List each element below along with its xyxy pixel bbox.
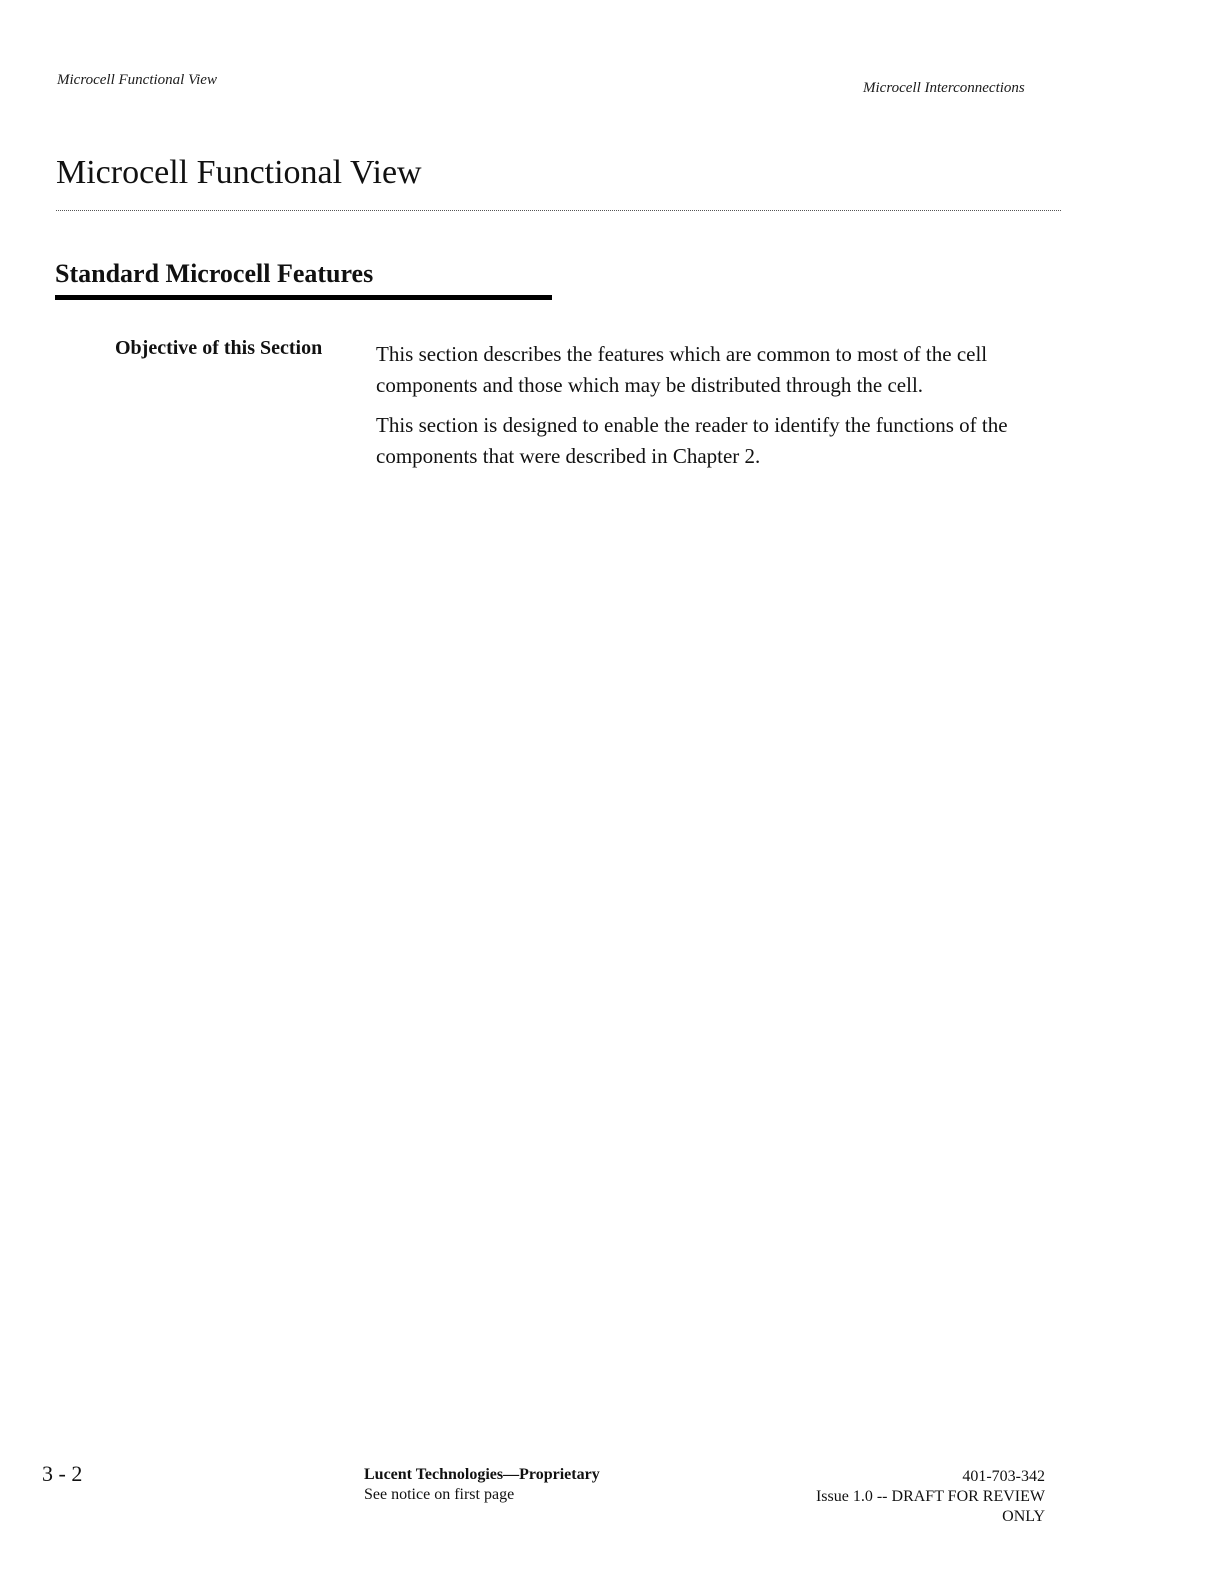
body-paragraph: This section describes the features which are common to most of the cell components and those which may be distributed through the cell. xyxy=(376,342,988,397)
footer-company: Lucent Technologies—Proprietary xyxy=(364,1466,600,1483)
running-header-right: Microcell Interconnections xyxy=(863,80,1025,96)
body-paragraph: This section is designed to enable the reader to identify the functions of the components that were described in Chapter 2. xyxy=(376,413,1008,468)
page-number: 3 - 2 xyxy=(42,1461,83,1486)
footer-proprietary-block xyxy=(364,1465,600,1505)
page-title: Microcell Functional View xyxy=(56,154,422,191)
footer-document-info xyxy=(740,1467,1045,1527)
footer-issue-cont: ONLY xyxy=(1002,1508,1045,1525)
footer-issue: Issue 1.0 -- DRAFT FOR REVIEW xyxy=(815,1488,1045,1505)
section-heading-rule xyxy=(55,295,552,300)
section-heading: Standard Microcell Features xyxy=(55,259,374,288)
footer-doc-number: 401-703-342 xyxy=(962,1468,1045,1485)
running-header-left: Microcell Functional View xyxy=(57,72,217,88)
side-head-label: Objective of this Section xyxy=(115,337,323,359)
footer-notice: See notice on first page xyxy=(364,1486,515,1503)
title-divider xyxy=(56,210,1061,211)
